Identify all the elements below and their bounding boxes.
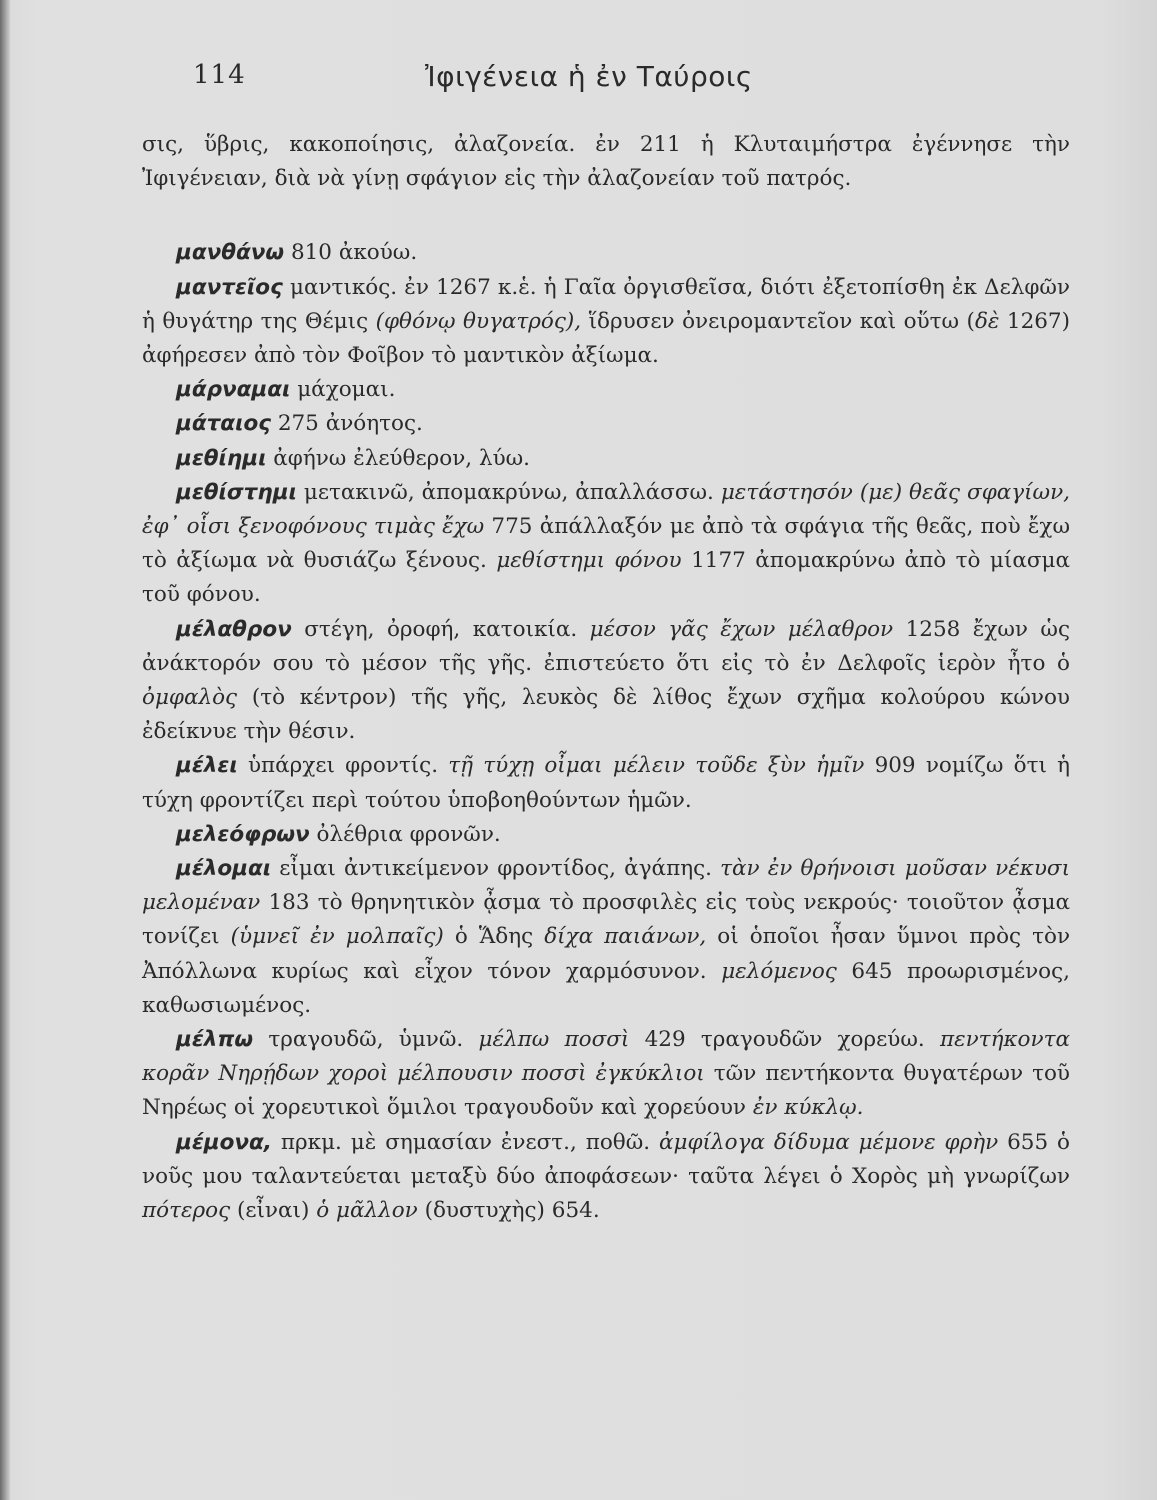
definition-text: (εἶναι) — [230, 1198, 317, 1224]
quotation: πότερος — [142, 1198, 231, 1224]
quotation: μεθίστημι φόνου — [496, 548, 682, 574]
entry-meleophron — [142, 818, 1070, 852]
definition-text: ἵδρυσεν ὀνειρομαντεῖον καὶ οὕτω ( — [581, 308, 975, 334]
running-title: Ἰφιγένεια ἡ ἐν Ταύροις — [425, 60, 753, 93]
definition-text: (δυστυχὴς) 654. — [417, 1198, 600, 1224]
entry-manthano — [142, 236, 1070, 270]
headword: μεθίστημι — [176, 479, 297, 505]
definition-text: 1258 ἔχων ὡς ἀνάκτορόν σου τὸ μέσον τῆς γῆς. ἐπιστεύετο ὅτι εἰς τὸ ἐν Δελφοῖς ἱερὸν ἦτο ὁ — [142, 616, 1070, 676]
quotation: μελόμενος — [721, 958, 837, 984]
definition-text: 810 ἀκούω. — [284, 240, 418, 266]
quotation: (φθόνῳ θυγατρός), — [375, 308, 582, 334]
quotation: μετάστησόν (με) θεᾶς σφαγίων, ἐφ᾿ οἷσι ξενοφόνους τιμὰς ἔχω — [142, 479, 1070, 540]
quotation: πεντήκοντα κορᾶν Νηρῄδων χοροὶ μέλπουσιν ποσσὶ ἐγκύκλιοι — [142, 1027, 1070, 1087]
quotation: ὀμφαλὸς — [142, 685, 238, 711]
definition-text: ἀφήνω ἐλεύθερον, λύω. — [266, 445, 531, 471]
headword: μέλαθρον — [176, 616, 292, 642]
headword: μάταιος — [176, 411, 271, 437]
quotation: τῇ τύχῃ οἶμαι μέλειν τοῦδε ξὺν ἡμῖν — [448, 753, 865, 779]
entry-melpo — [142, 1023, 1070, 1126]
quotation: ἀμφίλογα δίδυμα μέμονε φρὴν — [659, 1129, 999, 1155]
definition-text: πρκμ. μὲ σημασίαν ἐνεστ., ποθῶ. — [271, 1129, 660, 1155]
definition-text: στέγη, ὀροφή, κατοικία. — [291, 616, 590, 642]
definition-text: μαντικός. ἐν 1267 κ.ἑ. ἡ Γαῖα ὀργισθεῖσα, διότι ἐξετοπίσθη ἐκ Δελφῶν ἡ θυγάτηρ της Θέμις — [142, 274, 1070, 334]
entry-manteios — [142, 271, 1070, 374]
glossary-body — [142, 128, 1070, 1228]
page-header — [0, 58, 1157, 98]
definition-text: ὁ Ἅδης — [443, 924, 545, 950]
definition-text: τῶν πεντήκοντα θυγατέρων τοῦ Νηρέως οἱ χορευτικοὶ ὅμιλοι τραγουδοῦν καὶ χορεύουν — [142, 1061, 1070, 1121]
entry-marnamai — [142, 373, 1070, 407]
quotation: τὰν ἐν θρήνοισι μοῦσαν νέκυσι μελομέναν — [142, 856, 1071, 916]
entry-melei — [142, 749, 1070, 817]
headword: μάρναμαι — [176, 377, 291, 403]
quotation: ἐν κύκλῳ. — [752, 1095, 864, 1121]
definition-text: 645 προωρισμένος, καθωσιωμένος. — [142, 958, 1070, 1018]
entry-methistemi — [142, 476, 1070, 613]
definition-text: ὀλέθρια φρονῶν. — [309, 821, 501, 847]
headword: μεθίημι — [176, 445, 267, 471]
definition-text: 655 ὁ νοῦς μου ταλαντεύεται μεταξὺ δύο ἀποφάσεων· ταῦτα λέγει ὁ Χορὸς μὴ γνωρίζων — [142, 1129, 1070, 1189]
continuation-paragraph: σις, ὕβρις, κακοποίησις, ἀλαζονεία. ἐν 211 ἡ Κλυταιμήστρα ἐγέννησε τὴν Ἰφιγένειαν, διὰ νὰ γίνῃ σφάγιον εἰς τὴν ἀλαζονείαν τοῦ πατρός. — [142, 132, 1070, 192]
headword: μανθάνω — [176, 240, 285, 266]
definition-text: (τὸ κέντρον) τῆς γῆς, λευκὸς δὲ λίθος ἔχων σχῆμα κολούρου κώνου ἐδείκνυε τὴν θέσιν. — [142, 685, 1070, 745]
definition-text: 429 τραγουδῶν χορεύω. — [629, 1027, 940, 1053]
definition-text: 1177 ἀπομακρύνω ἀπὸ τὸ μίασμα τοῦ φόνου. — [142, 548, 1071, 608]
entry-mataios — [142, 407, 1070, 441]
definition-text: οἱ ὁποῖοι ἦσαν ὕμνοι πρὸς τὸν Ἀπόλλωνα κυρίως καὶ εἶχον τόνον χαρμόσυνον. — [142, 924, 1071, 984]
definition-text: μετακινῶ, ἀπομακρύνω, ἀπαλλάσσω. — [296, 479, 721, 505]
definition-text: 275 ἀνόητος. — [270, 411, 423, 437]
headword: μέλει — [176, 753, 238, 779]
definition-text: τραγουδῶ, ὑμνῶ. — [253, 1027, 479, 1053]
headword: μέλπω — [176, 1027, 254, 1053]
headword: μελεόφρων — [176, 821, 310, 847]
headword: μαντεῖος — [176, 274, 283, 300]
headword: μέμονα, — [176, 1129, 272, 1155]
definition-text: 183 τὸ θρηνητικὸν ᾆσμα τὸ προσφιλὲς εἰς τοὺς νεκρούς· τοιοῦτον ᾆσμα τονίζει — [142, 890, 1070, 950]
quotation: δίχα παιάνων, — [544, 924, 707, 950]
entry-memona — [142, 1126, 1070, 1229]
quotation: (ὑμνεῖ ἐν μολπαῖς) — [230, 924, 444, 950]
definition-text: ὑπάρχει φροντίς. — [237, 753, 449, 779]
definition-text: μάχομαι. — [290, 377, 396, 403]
quotation: μέλπω ποσσὶ — [478, 1027, 630, 1053]
quotation: δὲ — [974, 308, 1000, 334]
definition-text: 775 ἀπάλλαξόν με ἀπὸ τὰ σφάγια τῆς θεᾶς, ποὺ ἔχω τὸ ἀξίωμα νὰ θυσιάζω ξένους. — [142, 514, 1070, 574]
page-number: 114 — [193, 60, 246, 90]
entry-melathron — [142, 613, 1070, 750]
page-binding-edge — [0, 0, 10, 1500]
entry-melomai — [142, 852, 1070, 1023]
entry-methiemi — [142, 442, 1070, 476]
definition-text: 909 νομίζω ὅτι ἡ τύχη φροντίζει περὶ τούτου ὑποβοηθούντων ἡμῶν. — [142, 753, 1070, 813]
definition-text: 1267) ἀφήρεσεν ἀπὸ τὸν Φοῖβον τὸ μαντικὸν ἀξίωμα. — [142, 308, 1071, 369]
definition-text: εἶμαι ἀντικείμενον φροντίδος, ἀγάπης. — [271, 856, 721, 882]
quotation: ὁ μᾶλλον — [316, 1198, 418, 1224]
headword: μέλομαι — [176, 856, 272, 882]
quotation: μέσον γᾶς ἔχων μέλαθρον — [589, 616, 894, 642]
